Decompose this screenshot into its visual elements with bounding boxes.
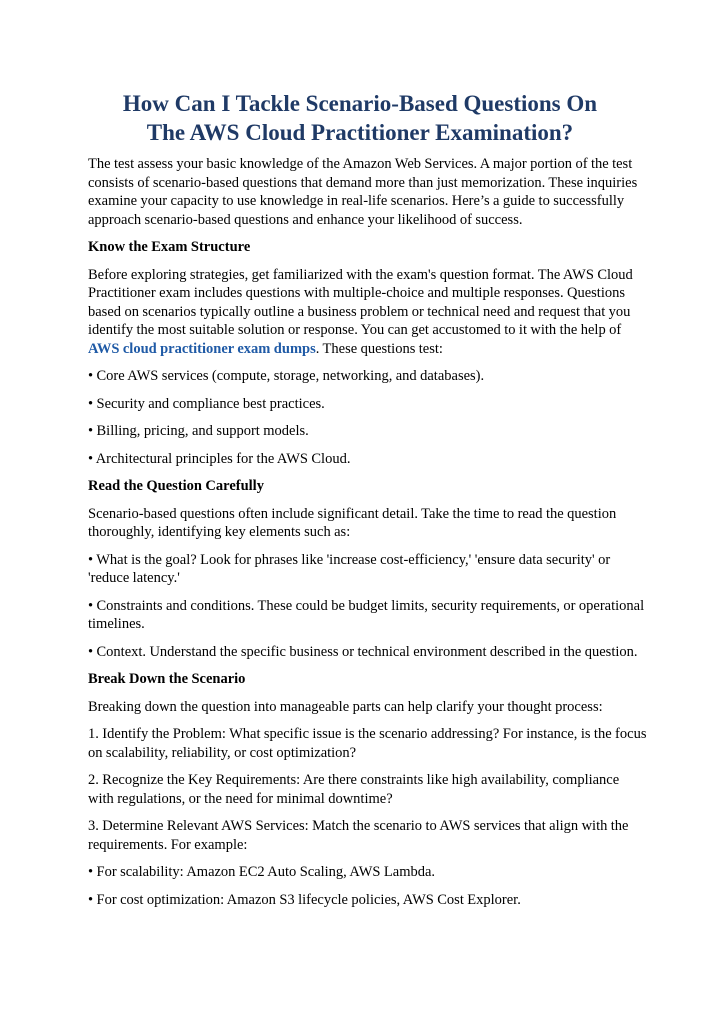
list-item: • Billing, pricing, and support models. (88, 423, 309, 439)
break-down-paragraph: Breaking down the question into manageable parts can help clarify your thought process: (88, 698, 603, 715)
list-item: • For scalability: Amazon EC2 Auto Scaling, AWS Lambda. (88, 864, 436, 880)
list-item: • Constraints and conditions. These could be budget limits, security requirements, or operational timelines. (88, 597, 645, 632)
exam-structure-paragraph (88, 266, 648, 359)
section-heading-break-down: Break Down the Scenario (88, 671, 246, 687)
section-heading-read-question: Read the Question Carefully (88, 478, 264, 494)
title-line-1: How Can I Tackle Scenario-Based Questions On (122, 91, 598, 116)
list-item: • Context. Understand the specific business or technical environment described in the question. (88, 643, 638, 660)
page-title (60, 89, 660, 147)
intro-paragraph: The test assess your basic knowledge of the Amazon Web Services. A major portion of the test consists of scenario-based questions that demand more than just memorization. These inquiries examine your capacity to use knowledge in real-life scenarios. Here’s a guide to successfully approach scenario-based questions and enhance your likelihood of success. (88, 156, 638, 228)
numbered-item: 3. Determine Relevant AWS Services: Match the scenario to AWS services that align with the requirements. For example: (88, 818, 629, 853)
document-body (88, 155, 648, 918)
section-heading-exam-structure: Know the Exam Structure (88, 239, 251, 255)
exam-structure-text: Before exploring strategies, get familiarized with the exam's question format. The AWS Cloud Practitioner exam includes questions with multiple-choice and multiple responses. Questions based on scenarios typically outline a business problem or technical need and request that you identify the most suitable solution or response. You can get accustomed to it with the help of (88, 266, 633, 338)
numbered-item: 2. Recognize the Key Requirements: Are there constraints like high availability, compliance with regulations, or the need for minimal downtime? (88, 772, 620, 807)
list-item: • Security and compliance best practices. (88, 395, 325, 412)
list-item: • For cost optimization: Amazon S3 lifecycle policies, AWS Cost Explorer. (88, 891, 521, 908)
list-item: • Architectural principles for the AWS Cloud. (88, 450, 351, 467)
read-question-paragraph: Scenario-based questions often include significant detail. Take the time to read the question thoroughly, identifying key elements such as: (88, 505, 617, 540)
exam-dumps-link[interactable]: AWS cloud practitioner exam dumps (88, 340, 316, 357)
title-line-2: The AWS Cloud Practitioner Examination? (146, 120, 574, 145)
numbered-item: 1. Identify the Problem: What specific issue is the scenario addressing? For instance, is the focus on scalability, reliability, or cost optimization? (88, 726, 647, 761)
exam-structure-text-end: . These questions test: (315, 340, 443, 357)
list-item: • Core AWS services (compute, storage, networking, and databases). (88, 368, 485, 384)
list-item: • What is the goal? Look for phrases like 'increase cost-efficiency,' 'ensure data security' or 'reduce latency.' (88, 551, 611, 586)
